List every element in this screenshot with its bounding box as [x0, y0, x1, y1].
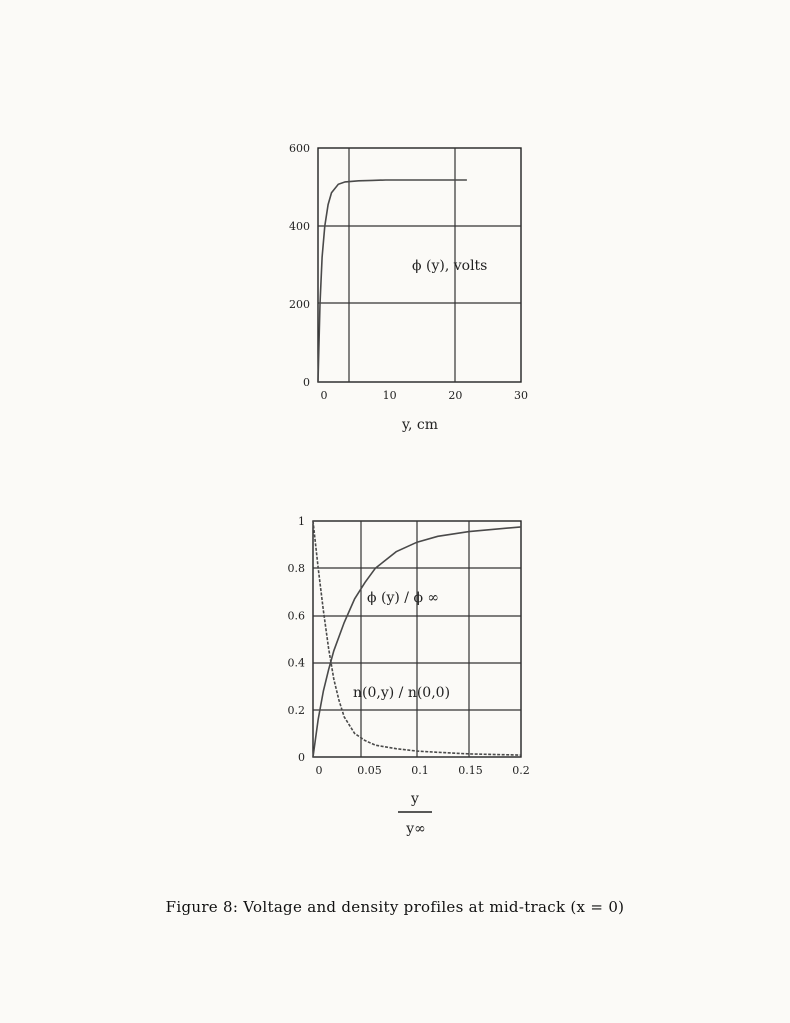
series-line-1 — [318, 180, 467, 382]
y-tick-label: 0.6 — [287, 609, 305, 623]
x-tick-label: 0.15 — [458, 764, 483, 777]
x-tick-label: 0.2 — [512, 764, 530, 777]
y-tick-label: 0.2 — [287, 703, 305, 717]
y-tick-label: 0.8 — [287, 562, 305, 576]
y-tick-label: 200 — [289, 298, 310, 311]
x-tick-label: 0.1 — [411, 764, 429, 777]
x-tick-label: 0 — [315, 764, 323, 777]
x-tick-label: 10 — [382, 389, 397, 402]
figure-caption: Figure 8: Voltage and density profiles at mid-track (x = 0) — [165, 898, 625, 916]
y-tick-label: 1 — [298, 515, 305, 528]
y-tick-label: 400 — [289, 220, 310, 233]
chart-2-group — [313, 521, 521, 757]
series-label-normalized-potential: ϕ (y) / ϕ ∞ — [367, 590, 440, 606]
x-tick-label: 30 — [514, 389, 528, 402]
x-axis-label-numerator: y — [411, 791, 419, 807]
x-axis-label: y, cm — [401, 417, 439, 433]
y-tick-label: 0 — [298, 751, 305, 764]
x-axis-label-denominator: y∞ — [406, 821, 426, 837]
series-label-density: n(0,y) / n(0,0) — [353, 685, 451, 701]
x-tick-label: 20 — [448, 389, 463, 402]
y-tick-label: 600 — [289, 142, 310, 155]
y-tick-label: 0.4 — [287, 656, 305, 670]
y-tick-label: 0 — [303, 376, 310, 389]
series-label-voltage: ϕ (y), volts — [412, 258, 488, 274]
x-tick-label: 0 — [320, 389, 328, 402]
x-tick-label: 0.05 — [357, 764, 382, 777]
